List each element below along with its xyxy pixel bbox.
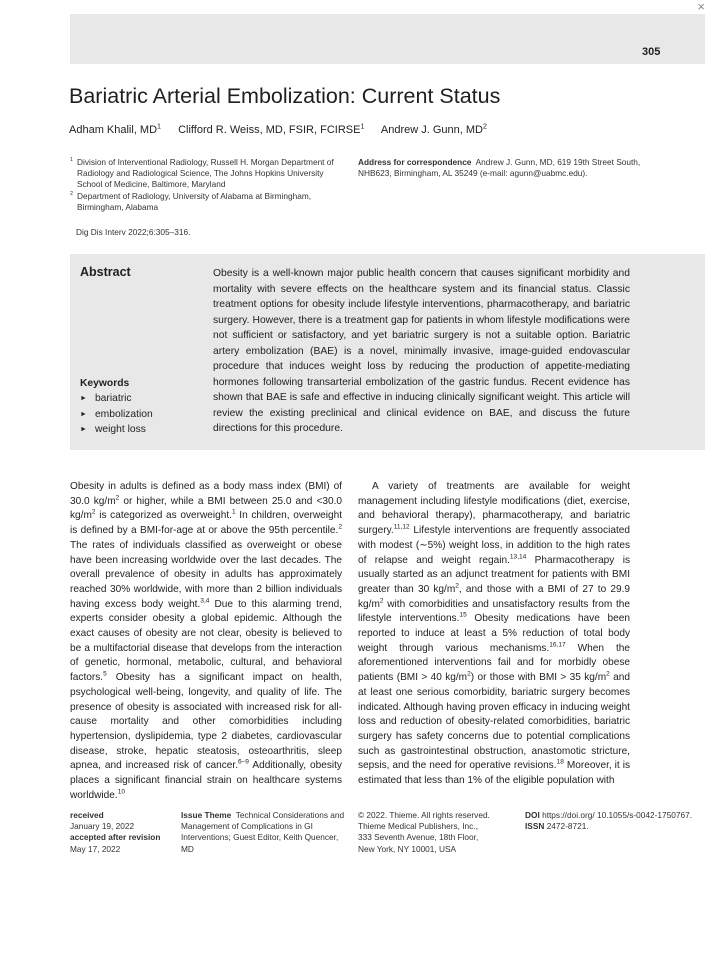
citation-ref: 6–9 [238,759,249,766]
author [69,124,161,136]
body-text-run: is categorized as overweight. [95,510,232,522]
article-title: Bariatric Arterial Embolization: Current Status [69,84,501,108]
citation-ref: 11,12 [393,523,410,531]
body-text-run: with comorbidities and unsatisfactory results from the lifestyle interventions. [358,598,630,625]
issue-label: Issue Theme [181,810,232,820]
author-name: Clifford R. Weiss, MD, FSIR, FCIRSE [178,124,361,136]
body-paragraph [358,480,630,789]
citation-ref: 2 [91,509,96,517]
body-text-run: Obesity in adults is defined as a body mass index (BMI) of 30.0 kg/m [70,481,342,507]
body-text-run: The rates of individuals classified as overweight or obese have been increasing worldwide over the last decades. The overall prevalence of obesity in adults has approximately reached 30% worldwide, with more than 2 billion individuals having excess body weight. [70,539,342,610]
body-text-run: Obesity has a significant impact on health, psychological well-being, longevity, and quality of life. The presence of obesity is associated with increased risk for all-cause mortality and other comorbidities including hypertension, dyslipidemia, type 2 diabetes, cardiovascular disease, stroke, hepatic steatosis, osteoarthritis, sleep apnea, and increased risk of cancer. [70,672,342,772]
abstract-text: Obesity is a well-known major public health concern that causes significant morbidity and mortality with severe effects on the healthcare system and its financial status. Classic treatment options for obesity include lifestyle interventions, pharmacotherapy, and bariatric surgery. However, there is a treatment gap for patients in whom lifestyle modifications were not sufficient or satisfactory, and yet bariatric surgery is not a suitable option. Bariatric artery embolization (BAE) is a novel, minimally invasive, image-guided endovascular procedure that induces weight loss by reducing the production of appetite-mediating hormones following transarterial embolization of the gastric fundus. Recent evidence has shown that BAE is safe and effective in inducing clinically significant weight. This article will review the existing preclinical and clinical evidence on BAE, and discuss the future directions for this procedure. [213,268,630,434]
body-text-run: ) or those with BMI > 35 kg/m [470,672,607,684]
citation-ref: 2 [379,597,384,605]
body-text-run: When the aforementioned interventions fail and for morbidly obese patients (BMI > 40 kg/m [358,642,630,684]
body-column-right [358,480,630,789]
received-date: January 19, 2022 [70,821,135,832]
footer-copyright [358,810,523,855]
body-text-run: Due to this alarming trend, experts consider obesity a global epidemic. Although the exact causes of obesity are not clear, obesity is believed to be a multifactorial disease that develops from the interaction of genetic, hormonal, metabolic, cultural, and behavioral factors. [70,598,342,684]
body-text-run: Additionally, obesity places a significant financial strain on healthcare systems worldwide. [70,760,342,801]
keyword-item[interactable]: ► embolization [80,407,153,422]
author [178,124,364,136]
issn-label: ISSN [525,821,545,832]
copyright-line: New York, NY 10001, USA [358,843,457,854]
copyright-line: Thieme Medical Publishers, Inc., [358,821,478,832]
correspondence-label: Address for correspondence [358,157,472,167]
keywords [80,376,153,438]
author [381,124,487,136]
affiliation-item: 1 Division of Interventional Radiology, Russell H. Morgan Department of Radiology and Radiological Science, The Johns Hopkins University School of Medicine, Baltimore, Maryland [70,157,334,190]
citation-ref: 5 [103,670,107,678]
citation-ref: 1 [231,509,236,517]
citation-ref: 3,4 [200,597,210,605]
affiliation-text: Department of Radiology, University of Alabama at Birmingham, Birmingham, Alabama [77,190,312,212]
accepted-label: accepted after revision [70,832,161,843]
correspondence [358,157,658,179]
copyright-line: © 2022. Thieme. All rights reserved. [358,810,490,820]
footer-issue [181,810,351,855]
body-paragraph [70,480,342,803]
abstract-heading: Abstract [80,265,131,279]
body-text-run: Pharmacotherapy is usually started as an adjunct treatment for patients with BMI greater than 30 kg/m [358,554,631,595]
body-text-run: A variety of treatments are available for weight management including lifestyle modifications (diet, exercise, and behavioral therapy), pharmacotherapy, and bariatric surgery. [358,481,630,537]
author-name: Adham Khalil, MD [69,124,158,136]
body-text-run: In children, overweight is defined by a BMI-for-age at or above the 95th percentile. [70,510,343,537]
citation-ref: 2 [606,670,610,678]
header-band [70,14,705,64]
author-sup: 1 [360,122,365,131]
doi-link[interactable]: https://doi.org/ 10.1055/s-0042-1750767. [542,810,692,820]
copyright-line: 333 Seventh Avenue, 18th Floor, [358,832,479,843]
citation-ref: 2 [455,582,459,590]
citation-ref: 2 [467,670,471,678]
keyword-item[interactable]: ► bariatric [80,391,153,406]
received-label: received [70,810,104,820]
correspondence-text: Andrew J. Gunn, MD, 619 19th Street South, NHB623, Birmingham, AL 35249 (e-mail: agunn@uabmc.edu). [358,157,641,179]
top-strip [0,0,713,14]
body-text-run: and at least one serious comorbidity, bariatric surgery becomes indicated. Although having proven efficacy in inducing weight loss and reduction of obesity-related comorbidities, bariatric surgery has safety concerns due to potential complications such as gastrointestinal obstruction, anastomotic stricture, sepsis, and the need for operative revisions. [358,672,630,772]
author-sup: 1 [157,122,162,131]
citation-ref: 2 [115,494,120,502]
author-sup: 2 [482,122,487,131]
citation-ref: 15 [459,611,467,619]
affiliations [70,157,350,213]
affiliation-item: 2 Department of Radiology, University of Alabama at Birmingham, Birmingham, Alabama [70,190,312,212]
body-text-run: or higher, while a BMI between 25.0 and <30.0 kg/m [70,495,342,522]
citation-ref: 13,14 [509,553,527,561]
body-text-run: , and those with a BMI of 27 to 29.9 kg/m [358,583,631,610]
body-text-run: Lifestyle interventions are frequently associated with modest (∼5%) weight loss, in addition to the high rates of relapse and weight regain. [358,525,630,566]
issn-text: 2472-8721. [546,821,589,832]
issue-text: Technical Considerations and Management of Complications in GI Interventions; Guest Editor, Keith Quencer, MD [181,810,345,854]
keyword-item[interactable]: ► weight loss [80,422,153,437]
citation: Dig Dis Interv 2022;6:305–316. [76,227,191,237]
citation-ref: 10 [117,788,125,796]
keywords-heading: Keywords [80,378,130,389]
page-number: 305 [642,46,661,58]
doi-label: DOI [525,810,540,820]
body-column-left [70,480,342,803]
citation-ref: 18 [556,759,564,766]
citation-ref: 16,17 [549,641,566,649]
citation-ref: 2 [338,523,342,531]
close-icon[interactable]: × [697,0,705,14]
author-list [69,124,501,136]
body-text-run: Moreover, it is estimated that less than 1% of the eligible population with [358,760,630,787]
body-text-run: Obesity medications have been reported to induce at least a 5% reduction of total body weight through various mechanisms. [358,613,631,654]
footer-identifiers [525,810,705,832]
footer-dates [70,810,180,855]
accepted-date: May 17, 2022 [70,843,121,854]
affiliation-text: Division of Interventional Radiology, Russell H. Morgan Department of Radiology and Radiological Science, The Johns Hopkins University School of Medicine, Baltimore, Maryland [77,157,334,190]
author-name: Andrew J. Gunn, MD [380,124,483,136]
